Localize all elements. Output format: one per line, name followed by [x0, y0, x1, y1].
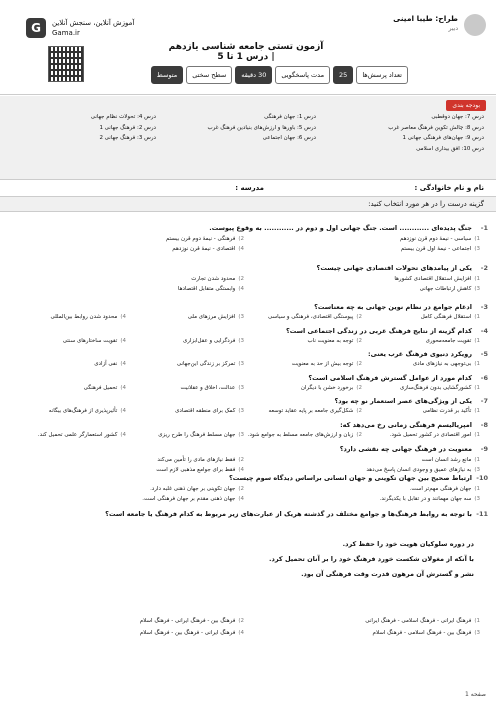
answer-option[interactable]: [24, 467, 244, 474]
statement: نشر و گسترش آن مرهون قدرت وقت فرهنگی آن بود.: [301, 570, 474, 578]
answer-option[interactable]: [8, 338, 126, 345]
question: [8, 264, 488, 292]
author-role: دبیر: [448, 25, 458, 32]
answer-option[interactable]: [362, 432, 480, 439]
option-text: تحمیل فرهنگی: [83, 385, 118, 391]
tag-difficulty: متوسط: [151, 66, 183, 84]
option-number: 4): [120, 385, 126, 391]
option-number: 3): [238, 361, 244, 367]
option-text: افزایش مرزهای ملی: [187, 314, 236, 320]
note-item: درس 1: جهان فرهنگی: [264, 114, 316, 120]
option-text: تأثیرپذیری از فرهنگ‌های بیگانه: [48, 408, 118, 414]
question-text: کدام گزینه از نتایج فرهنگ غربی در زندگی اجتماعی است؟: [285, 327, 472, 335]
option-text: به نیازهای عمیق و وجودی انسان پاسخ می‌دهد: [366, 467, 472, 473]
notes-badge: بودجه بندی: [446, 100, 486, 111]
option-text: جهان فرهنگی مهم‌تر است.: [409, 486, 472, 492]
option-number: 1): [474, 618, 480, 624]
answer-option[interactable]: [260, 457, 480, 464]
question-number: 9-: [480, 445, 488, 453]
option-number: 3): [238, 338, 244, 344]
question-number: 10-: [476, 474, 488, 482]
tag-duration-label: مدت پاسخگویی: [275, 66, 330, 84]
note-item: درس 10: افق بیداری اسلامی: [416, 145, 484, 152]
question-text: معنویت در فرهنگ جهانی چه نقشی دارد؟: [339, 445, 472, 453]
question-text: با توجه به روابط فرهنگ‌ها و جوامع مختلف در گذشته هریک از عبارت‌های زیر مربوط به کدام فرهنگ یا جامعه است؟: [105, 510, 472, 518]
answer-option[interactable]: [126, 314, 244, 321]
notes-panel: [0, 96, 496, 180]
question-number: 11-: [476, 510, 488, 518]
option-number: 2): [356, 385, 362, 391]
brand-line2: Gama.ir: [52, 29, 80, 37]
notes-col-2: [166, 112, 316, 144]
option-number: 3): [238, 314, 244, 320]
option-number: 2): [356, 338, 362, 344]
question-number: 6-: [480, 374, 488, 382]
answer-option[interactable]: [126, 408, 244, 415]
option-text: کشورگشایی بدون فرهنگ‌سازی: [400, 385, 472, 391]
option-text: فرهنگ بین - فرهنگ اسلامی - فرهنگ اسلام: [372, 630, 472, 636]
option-number: 4): [238, 286, 244, 292]
option-number: 1): [474, 338, 480, 344]
note-item: درس 2: فرهنگ جهانی 1: [99, 124, 156, 131]
option-number: 3): [238, 385, 244, 391]
answer-option[interactable]: [126, 361, 244, 368]
answer-option[interactable]: [24, 496, 244, 503]
answer-option[interactable]: [8, 432, 126, 439]
option-text: فقط نیازهای مادی را تأمین می‌کند: [157, 457, 236, 463]
option-number: 1): [474, 385, 480, 391]
option-number: 3): [238, 408, 244, 414]
option-text: نفی آزادی: [94, 361, 118, 367]
question: [8, 374, 488, 391]
answer-option[interactable]: [362, 314, 480, 321]
option-text: زبان و ارزش‌های جامعه مسلط به جوامع شود.: [247, 432, 354, 438]
question-text: ارتباط صحیح بین جهان تکوینی و جهان انسانی براساس دیدگاه سوم چیست؟: [228, 474, 472, 482]
option-number: 2): [356, 432, 362, 438]
option-number: 2): [238, 486, 244, 492]
answer-option[interactable]: [244, 338, 362, 345]
answer-option[interactable]: [24, 236, 244, 243]
brand-line1: آموزش آنلاین، سنجش آنلاین: [52, 19, 135, 27]
statement: در دوره سلوکیان هویت خود را حفظ کرد.: [342, 540, 474, 548]
tag-question-count: 25: [333, 66, 353, 84]
option-text: فرهنگ بین - فرهنگ ایرانی - فرهنگ اسلام: [139, 618, 236, 624]
option-text: تقویت ساختارهای سنتی: [62, 338, 118, 344]
option-text: شکل‌گیری جامعه بر پایه عقاید توسعه: [268, 408, 354, 414]
note-item: درس 4: تحولات نظام جهانی: [90, 114, 156, 120]
answer-option[interactable]: [362, 385, 480, 392]
answer-option[interactable]: [126, 432, 244, 439]
note-item: درس 7: جهان دوقطبی: [431, 114, 484, 120]
option-text: سیاسی - نیمهٔ دوم قرن نوزدهم: [399, 236, 472, 242]
question-number: 1-: [480, 224, 488, 232]
option-number: 1): [474, 408, 480, 414]
option-number: 1): [474, 457, 480, 463]
answer-option[interactable]: [126, 385, 244, 392]
answer-option[interactable]: [8, 408, 126, 415]
qr-code-icon: [48, 46, 84, 82]
answer-option[interactable]: [24, 276, 244, 283]
answer-option[interactable]: [244, 385, 362, 392]
answer-option[interactable]: [8, 385, 126, 392]
option-text: پیوستگی اقتصادی، فرهنگی و سیاسی: [267, 314, 354, 320]
option-number: 3): [474, 630, 480, 636]
answer-option[interactable]: [260, 236, 480, 243]
option-number: 4): [120, 314, 126, 320]
option-text: وابستگی متقابل اقتصادها: [177, 286, 236, 292]
option-number: 1): [474, 276, 480, 282]
option-text: کشور استعمارگر علمی تحمیل کند.: [37, 432, 118, 438]
option-text: فرهنگی - نیمهٔ دوم قرن بیستم: [165, 236, 236, 242]
option-text: فردگرایی و عقل‌ابزاری: [182, 338, 236, 344]
question: [8, 474, 488, 502]
answer-option[interactable]: [244, 432, 362, 439]
option-number: 3): [238, 432, 244, 438]
option-number: 2): [238, 618, 244, 624]
option-number: 2): [238, 276, 244, 282]
question-number: 3-: [480, 303, 488, 311]
answer-option[interactable]: [244, 314, 362, 321]
answer-option[interactable]: [260, 618, 480, 625]
option-text: استقلال فرهنگی کامل: [420, 314, 472, 320]
option-number: 1): [474, 314, 480, 320]
answer-option[interactable]: [362, 361, 480, 368]
header: [0, 0, 496, 95]
option-number: 4): [238, 467, 244, 473]
question-text: یکی از ویژگی‌های عصر استعمار نو چه بود؟: [334, 397, 472, 405]
option-number: 2): [238, 236, 244, 242]
exam-title: آزمون تستی جامعه شناسی یازدهم | درس 1 تا 5: [168, 42, 324, 62]
answer-option[interactable]: [260, 276, 480, 283]
option-number: 1): [474, 361, 480, 367]
author-name: طراح: طیبا امینی: [393, 14, 458, 23]
option-text: بی‌توجهی به نیازهای مادی: [412, 361, 472, 367]
option-text: جهان مسلط فرهنگ را طرح ریزی: [158, 432, 236, 438]
school-field-label[interactable]: مدرسه :: [235, 184, 264, 192]
answer-option[interactable]: [8, 361, 126, 368]
option-number: 4): [120, 432, 126, 438]
note-item: درس 8: چالش تکوین فرهنگ معاصر غرب: [388, 124, 484, 131]
option-text: برخورد خشن با دیگران: [300, 385, 354, 391]
question-text: یکی از پیامدهای تحولات اقتصادی جهانی چیست؟: [316, 264, 472, 272]
option-number: 3): [474, 467, 480, 473]
brand[interactable]: [26, 18, 134, 38]
question: [8, 327, 488, 344]
option-number: 4): [120, 408, 126, 414]
option-number: 1): [474, 486, 480, 492]
option-text: امور اقتصادی در کشور تحمیل شود.: [389, 432, 472, 438]
answer-option[interactable]: [260, 630, 480, 637]
statement: با آنکه از مغولان شکست خورد فرهنگ خود را بر آنان تحمیل کرد.: [269, 555, 474, 563]
question-number: 8-: [480, 421, 488, 429]
option-text: کمک برای منطقه اقتصادی: [175, 408, 236, 414]
exam-tags: [151, 66, 408, 84]
question: [8, 303, 488, 320]
option-text: مانع رشد انسان است: [421, 457, 472, 463]
option-number: 2): [356, 361, 362, 367]
question-number: 5-: [480, 350, 488, 358]
answer-option[interactable]: [8, 314, 126, 321]
option-number: 1): [474, 432, 480, 438]
option-text: محدود شدن روابط بین‌المللی: [50, 314, 118, 320]
option-text: جهان ذهنی مقدم بر جهان فرهنگی است.: [142, 496, 236, 502]
answer-option[interactable]: [24, 618, 244, 625]
answer-option[interactable]: [244, 361, 362, 368]
question-text: رویکرد دنیوی فرهنگ غرب یعنی:: [368, 350, 472, 358]
answer-option[interactable]: [24, 486, 244, 493]
option-number: 2): [356, 314, 362, 320]
answer-option[interactable]: [24, 246, 244, 253]
option-number: 2): [238, 457, 244, 463]
gama-logo-icon: G: [26, 18, 46, 38]
option-number: 4): [238, 496, 244, 502]
tag-duration: 30 دقیقه: [235, 66, 272, 84]
tag-difficulty-label: سطح سختی: [186, 66, 232, 84]
question-number: 2-: [480, 264, 488, 272]
question: [8, 224, 488, 252]
option-text: کاهش ارتباطات جهانی: [419, 286, 472, 292]
option-text: اقتصادی - نیمهٔ قرن نوزدهم: [172, 246, 236, 252]
answer-option[interactable]: [260, 496, 480, 503]
option-number: 2): [356, 408, 362, 414]
option-text: فرهنگ ایرانی - فرهنگ اسلامی - فرهنگ ایرانی: [365, 618, 472, 624]
option-text: فقط برای جوامع مذهبی لازم است: [156, 467, 236, 473]
answer-option[interactable]: [260, 486, 480, 493]
question: [8, 421, 488, 438]
answer-option[interactable]: [126, 338, 244, 345]
option-text: تمرکز بر زندگی این‌جهانی: [176, 361, 236, 367]
question: [8, 397, 488, 414]
answer-option[interactable]: [24, 457, 244, 464]
instruction: گزینه درست را در هر مورد انتخاب کنید:: [0, 196, 496, 212]
answer-option[interactable]: [260, 467, 480, 474]
note-item: درس 9: جهان‌های فرهنگی جهانی 1: [402, 135, 484, 141]
answer-option[interactable]: [24, 630, 244, 637]
option-text: توجه بیش از حد به معنویت: [291, 361, 354, 367]
answer-option[interactable]: [244, 408, 362, 415]
option-text: تأکید بر قدرت نظامی: [422, 408, 472, 414]
option-text: توجه به معنویت ناب: [307, 338, 354, 344]
option-number: 3): [474, 496, 480, 502]
option-text: اجتماعی - نیمهٔ اول قرن بیستم: [400, 246, 472, 252]
answer-option[interactable]: [362, 408, 480, 415]
question-text: جنگ پدیده‌ای ............ است. جنگ جهانی اول و دوم در ............ به وقوع پیوست.: [209, 224, 472, 232]
answer-option[interactable]: [362, 338, 480, 345]
question-text: امپریالیسم فرهنگی زمانی رخ می‌دهد که:: [340, 421, 472, 429]
option-number: 4): [238, 246, 244, 252]
question-text: کدام مورد از عوامل گسترش فرهنگ اسلامی است؟: [308, 374, 472, 382]
page-number: صفحه 1: [465, 691, 486, 698]
question-text: ادغام جوامع در نظام نوین جهانی به چه معناست؟: [314, 303, 472, 311]
answer-option[interactable]: [260, 286, 480, 293]
option-number: 4): [120, 361, 126, 367]
option-number: 3): [474, 246, 480, 252]
name-field-label[interactable]: نام و نام خانوادگی :: [414, 184, 484, 192]
notes-col-1: [334, 112, 484, 154]
option-text: افزایش استقلال اقتصادی کشورها: [394, 276, 472, 282]
option-text: تقویت جامعه‌محوری: [425, 338, 472, 344]
option-number: 1): [474, 236, 480, 242]
option-text: جهان تکوینی بر جهان ذهنی غلبه دارد.: [150, 486, 236, 492]
option-number: 4): [120, 338, 126, 344]
question: [8, 350, 488, 367]
note-item: درس 3: فرهنگ جهانی 2: [99, 135, 156, 141]
option-number: 3): [474, 286, 480, 292]
option-text: فرهنگ ایرانی - فرهنگ بین - فرهنگ اسلام: [139, 630, 236, 636]
author-block: [393, 14, 486, 36]
option-text: محدود شدن تجارت: [191, 276, 236, 282]
notes-col-3: [6, 112, 156, 144]
question-number: 7-: [480, 397, 488, 405]
option-number: 4): [238, 630, 244, 636]
option-text: سه جهان مهمانند و در تقابل با یکدیگرند.: [379, 496, 472, 502]
answer-option[interactable]: [260, 246, 480, 253]
question: [8, 445, 488, 473]
note-item: درس 5: باورها و ارزش‌های بنیادین فرهنگ غرب: [207, 124, 316, 131]
tag-question-count-label: تعداد پرسش‌ها: [356, 66, 408, 84]
note-item: درس 6: جهان اجتماعی: [262, 135, 316, 141]
option-text: عدالت، اخلاق و عقلانیت: [180, 385, 236, 391]
avatar: [464, 14, 486, 36]
answer-option[interactable]: [24, 286, 244, 293]
question-number: 4-: [480, 327, 488, 335]
